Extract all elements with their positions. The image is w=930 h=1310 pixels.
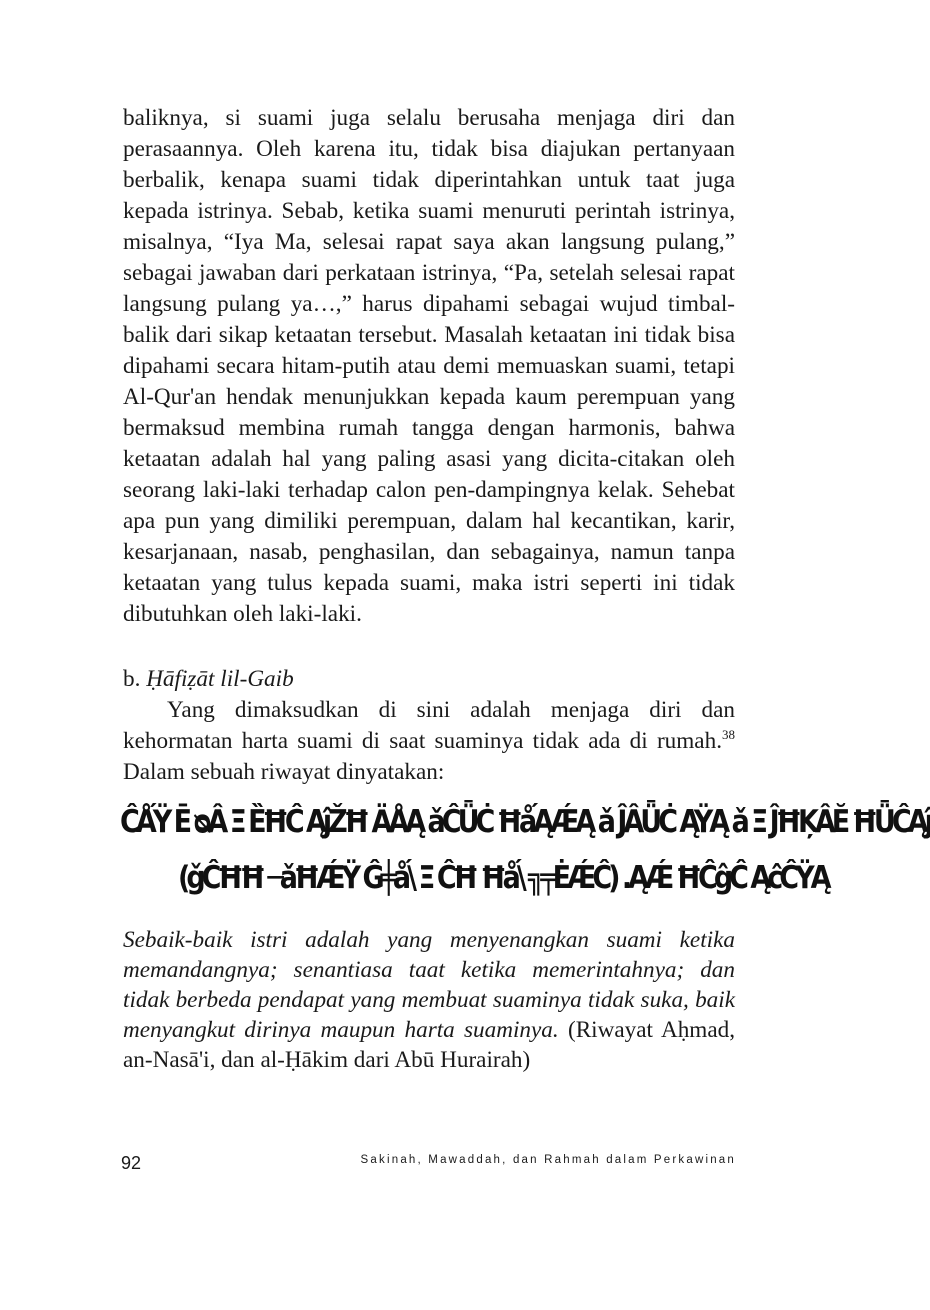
hadith-arabic-line-1: ĈǺŸ Ē ᴓÂ Ξ ȄĦĈ ĄĵŽĦ ÄÅĄ ǎĈǕĊ ĦǻĄǼĄ ǎ ĴÂǕĊ ĄŸĄ ǎ Ξ ĴĦĶÂĔ ĦǕĈĄĵ [120,804,930,841]
paragraph-2-text: Yang dimaksudkan di sini adalah menjaga diri dan kehormatan harta suami di saat suaminya tidak ada di rumah. [123,697,735,754]
hadith-arabic-line-2: (ǧĈĦĦ ─ǎĦǼŸ Ĝ╪ǻ\ Ξ ĈĦ Ħǻ\ ╗╤ĖǼĈ) .ĄǼ ĦĈĝĈ ĄĉĈŸĄ [178,860,828,897]
page-number: 92 [121,1153,142,1173]
running-title: Sakinah, Mawaddah, dan Rahmah dalam Perkawinan [360,1154,736,1166]
paragraph-2-continuation: Dalam sebuah riwayat dinyatakan: [123,759,445,785]
hadith-translation [123,925,735,1075]
body-paragraph-2 [123,695,735,788]
hadith-source: (Riwayat Aḥmad, an-Nasā'i, dan al-Ḥākim dari Abū Hurairah) [123,1017,736,1073]
section-subheading [123,664,294,695]
subheading-term: Ḥāfiẓāt lil-Gaib [146,666,294,692]
body-paragraph-1: baliknya, si suami juga selalu berusaha menjaga diri dan perasaannya. Oleh karena itu, tidak bisa diajukan pertanyaan berbalik, kenapa suami tidak diperintahkan untuk taat juga kepada istrinya. Sebab, ketika suami menuruti perintah istrinya, misalnya, “Iya Ma, selesai rapat saya akan langsung pulang,” sebagai jawaban dari perkataan istrinya, “Pa, setelah selesai rapat langsung pulang ya…,” harus dipahami sebagai wujud timbal-balik dari sikap ketaatan tersebut. Masalah ketaatan ini tidak bisa dipahami secara hitam-putih atau demi memuaskan suami, tetapi Al-Qur'an hendak menunjukkan kepada kaum perempuan yang bermaksud membina rumah tangga dengan harmonis, bahwa ketaatan adalah hal yang paling asasi yang dicita-citakan oleh seorang laki-laki terhadap calon pen-dampingnya kelak. Sehebat apa pun yang dimiliki perempuan, dalam hal kecantikan, karir, kesarjanaan, nasab, penghasilan, dan sebagainya, namun tanpa ketaatan yang tulus kepada suami, maka istri seperti ini tidak dibutuhkan oleh laki-laki. [123,105,735,627]
translation-text: Sebaik-baik istri adalah yang menyenangkan suami ketika memandangnya; senantiasa taat ketika memerintahnya; dan tidak berbeda pendapat yang membuat suaminya tidak suka, baik menyangkut dirinya maupun harta suaminya. [123,927,735,1043]
subheading-label: b. [123,666,141,692]
footnote-marker: 38 [722,727,735,742]
